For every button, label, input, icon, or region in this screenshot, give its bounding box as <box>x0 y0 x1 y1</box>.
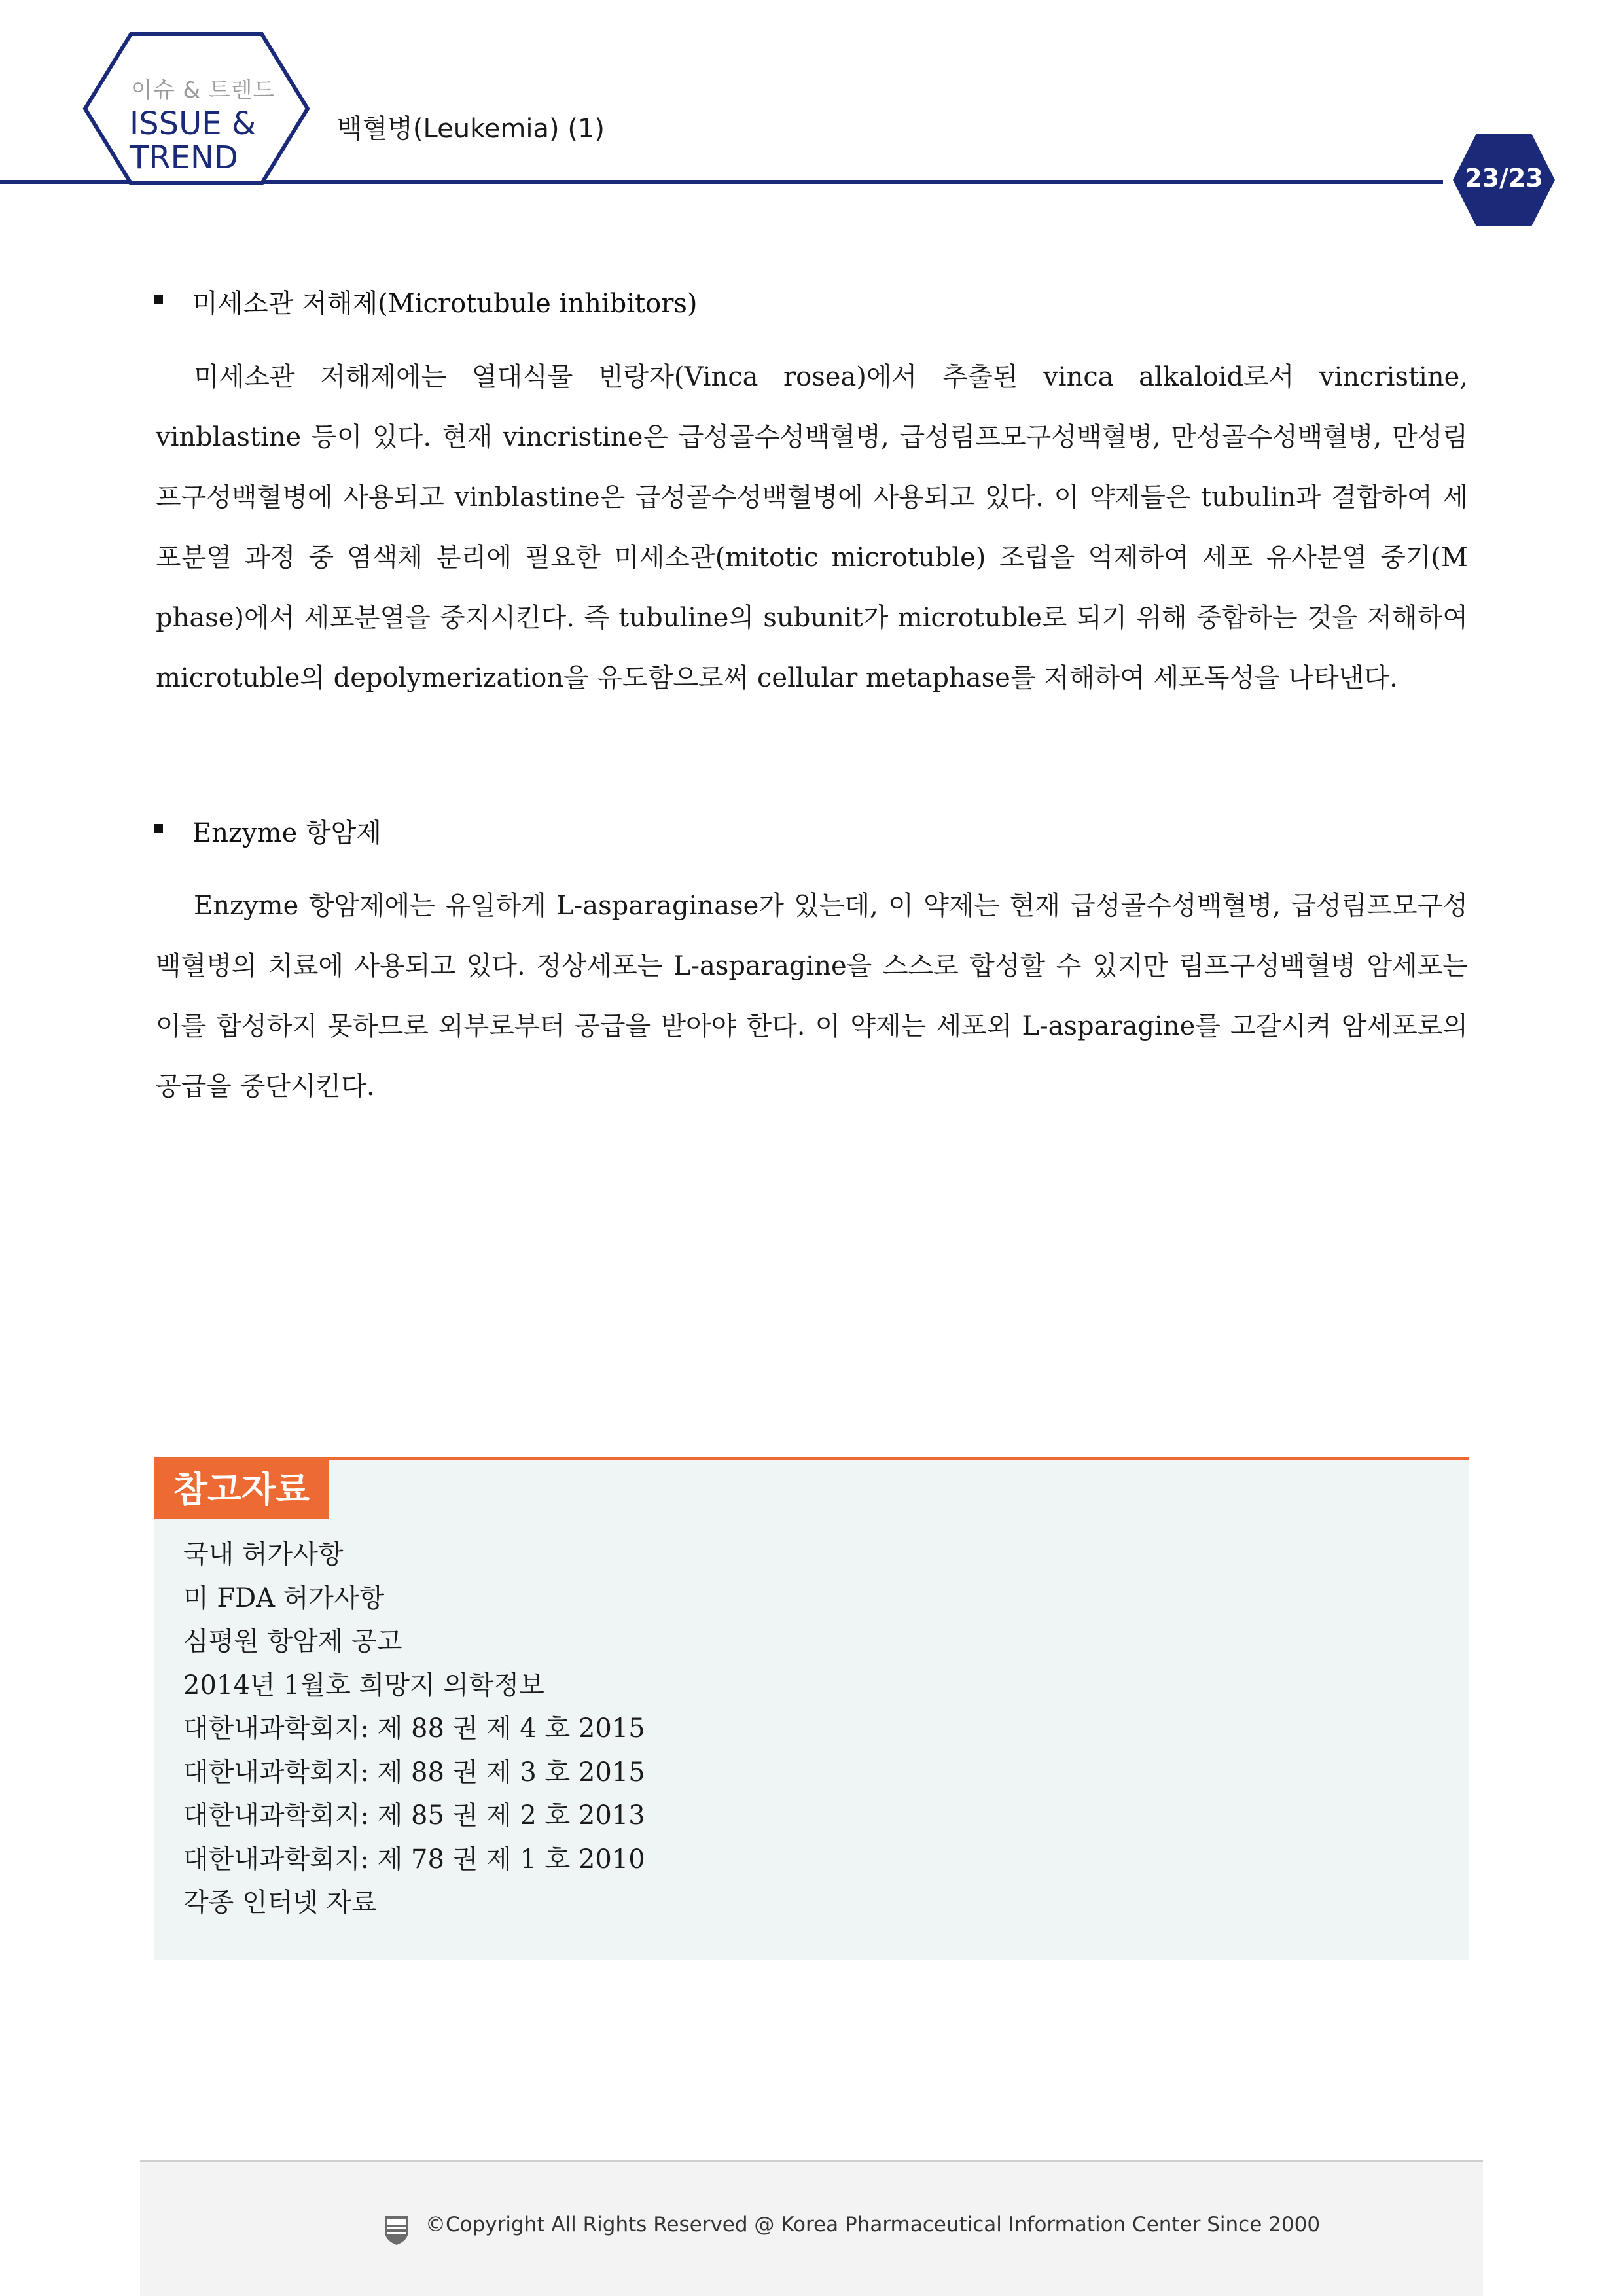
kpic-shield-icon <box>383 2214 410 2246</box>
references-top-rule <box>154 1457 1469 1460</box>
document-title: 백혈병(Leukemia) (1) <box>337 114 605 144</box>
reference-item: 대한내과학회지: 제 88 권 제 3 호 2015 <box>183 1757 645 1787</box>
badge-kicker: 이슈 & 트렌드 <box>131 77 276 103</box>
square-bullet-icon <box>154 824 163 833</box>
issue-trend-badge <box>79 31 314 186</box>
reference-item: 대한내과학회지: 제 78 권 제 1 호 2010 <box>183 1844 645 1874</box>
reference-item: 국내 허가사항 <box>183 1539 344 1570</box>
section-heading <box>157 812 382 850</box>
section-heading <box>157 283 697 320</box>
references-title: 참고자료 <box>154 1460 329 1519</box>
reference-item: 대한내과학회지: 제 88 권 제 4 호 2015 <box>183 1713 645 1744</box>
reference-item: 2014년 1월호 희망지 의학정보 <box>183 1670 544 1700</box>
reference-item: 미 FDA 허가사항 <box>183 1583 385 1613</box>
reference-item: 심평원 항암제 공고 <box>183 1626 402 1657</box>
footer <box>140 2162 1483 2296</box>
section-heading-text: Enzyme 항암제 <box>192 818 382 848</box>
section-paragraph: 미세소관 저해제에는 열대식물 빈랑자(Vinca rosea)에서 추출된 vinca alkaloid로서 vincristine, vinblastine 등이 있다. 현재 vincristine은 급성골수성백혈병, 급성림프모구성백혈병, 만성골수성백혈병, 만성림프구성백혈병에 사용되고 vinblastine은 급성골수성백혈병에 사용되고 있다. 이 약제들은 tubulin과 결합하여 세포분열 과정 중 염색체 분리에 필요한 미세소관(mitotic microtuble) 조립을 억제하여 세포 유사분열 중기(M phase)에서 세포분열을 중지시킨다. 즉 tubuline의 subunit가 microtuble로 되기 위해 중합하는 것을 저해하여 microtuble의 depolymerization을 유도함으로써 cellular metaphase를 저해하여 세포독성을 나타낸다. <box>156 362 1468 693</box>
section-heading-text: 미세소관 저해제(Microtubule inhibitors) <box>192 289 698 319</box>
copyright-text: ©Copyright All Rights Reserved @ Korea Pharmaceutical Information Center Since 2000 <box>425 2213 1321 2236</box>
page-number-badge <box>1452 131 1556 229</box>
references-list <box>183 1533 645 1925</box>
page-number: 23/23 <box>1465 164 1543 192</box>
reference-item: 각종 인터넷 자료 <box>183 1888 377 1918</box>
square-bullet-icon <box>154 295 163 304</box>
reference-item: 대한내과학회지: 제 85 권 제 2 호 2013 <box>183 1801 645 1831</box>
section-paragraph: Enzyme 항암제에는 유일하게 L-asparaginase가 있는데, 이 약제는 현재 급성골수성백혈병, 급성림프모구성 백혈병의 치료에 사용되고 있다. 정상세포는 L-asparagine을 스스로 합성할 수 있지만 림프구성백혈병 암세포는 이를 합성하지 못하므로 외부로부터 공급을 받아야 한다. 이 약제는 세포외 L-asparagine를 고갈시켜 암세포로의 공급을 중단시킨다. <box>156 891 1468 1102</box>
badge-title: ISSUE & TREND <box>130 105 257 176</box>
